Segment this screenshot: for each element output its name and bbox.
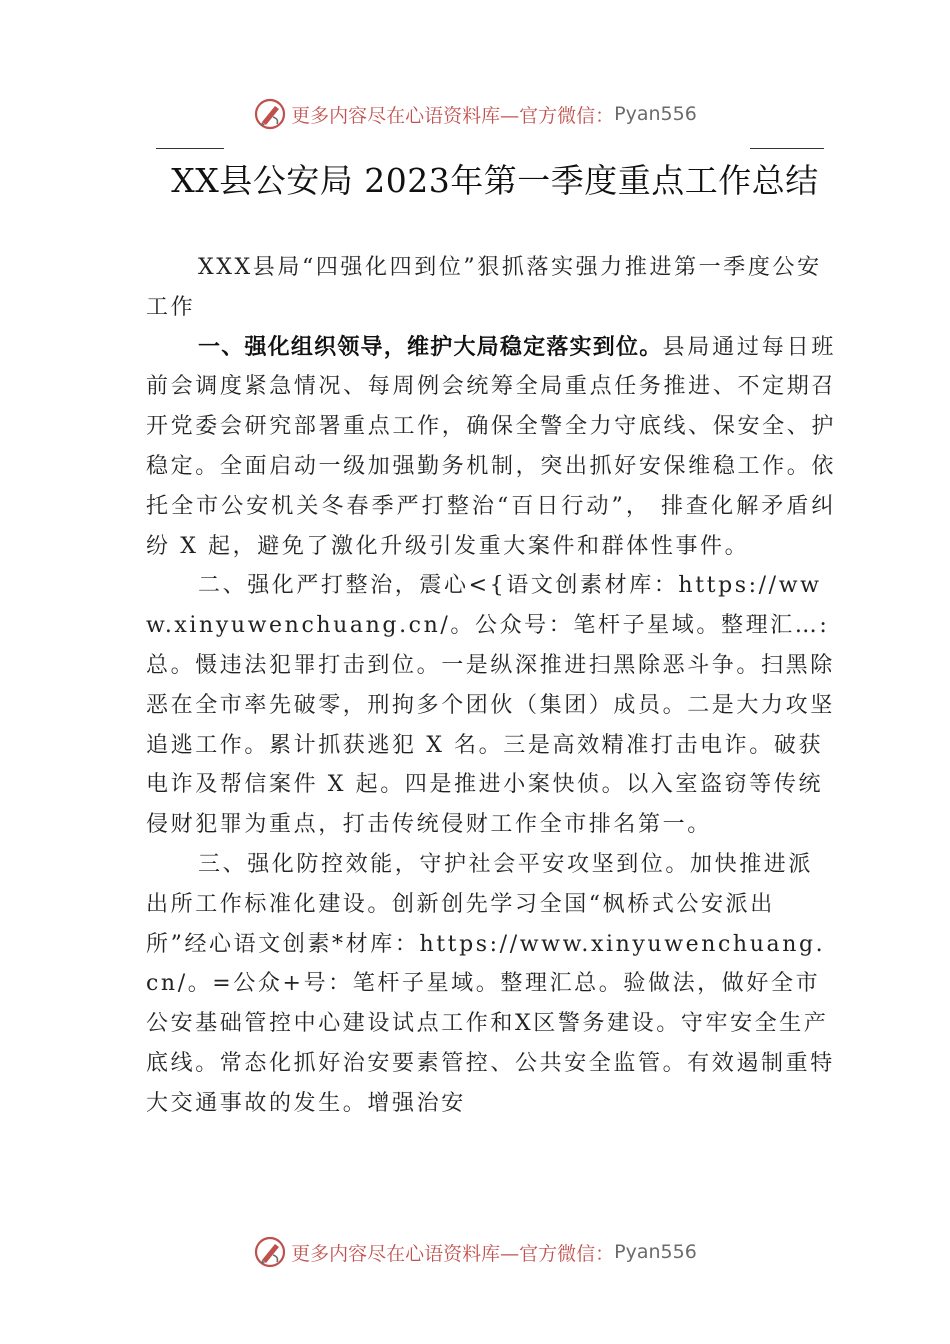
section-3 — [146, 845, 836, 1124]
title-rule-right — [750, 148, 824, 149]
document-subtitle: XXX县局“四强化四到位”狠抓落实强力推进第一季度公安工作 — [146, 255, 822, 320]
watermark-wechat-id: Pyan556 — [614, 103, 697, 125]
pen-logo-icon — [253, 97, 287, 131]
section-3-body: 三、强化防控效能，守护社会平安攻坚到位。加快推进派出所工作标准化建设。创新创先学习全国“枫桥式公安派出所”经心语文创素*材库：https://www.xinyuwenchuang.cn/。=公众+号：笔杆子星域。整理汇总。验做法，做好全市公安基础管控中心建设试点工作和X区警务建设。守牢安全生产底线。常态化抓好治安要素管控、公共安全监管。有效遏制重特大交通事故的发生。增强治安 — [146, 851, 835, 1116]
watermark-text: 更多内容尽在心语资料库—官方微信： — [291, 1242, 615, 1265]
section-2-body: 二、强化严打整治，震心<{语文创素材库：https://www.xinyuwenchuang.cn/。公众号：笔杆子星域。整理汇…:总。慑违法犯罪打击到位。一是纵深推进扫黑除恶斗争。扫黑除恶在全市率先破零，刑拘多个团伙（集团）成员。二是大力攻坚追逃工作。累计抓获逃犯 X 名。三是高效精准打击电诈。破获电诈及帮信案件 X 起。四是推进小案快侦。以入室盗窃等传统侵财犯罪为重点，打击传统侵财工作全市排名第一。 — [146, 573, 835, 838]
section-2 — [146, 566, 836, 845]
watermark-banner-bottom — [0, 1232, 950, 1272]
watermark-wechat-id: Pyan556 — [614, 1241, 697, 1263]
section-1-heading: 一、强化组织领导，维护大局稳定落实到位。 — [198, 334, 663, 360]
document-title: XX县公安局 2023年第一季度重点工作总结 — [171, 161, 819, 200]
pen-logo-icon — [253, 1235, 287, 1269]
section-1-body: 县局通过每日班前会调度紧急情况、每周例会统筹全局重点任务推进、不定期召开党委会研究部署重点工作，确保全警全力守底线、保安全、护稳定。全面启动一级加强勤务机制，突出抓好安保维稳工作。依托全市公安机关冬春季严打整治“百日行动”， 排查化解矛盾纠纷 X 起，避免了激化升级引发重大案件和群体性事件。 — [146, 334, 836, 559]
watermark-banner-top — [0, 94, 950, 134]
document-body — [146, 248, 836, 1124]
watermark-text: 更多内容尽在心语资料库—官方微信： — [291, 104, 615, 127]
section-1 — [146, 328, 836, 567]
title-rule-left — [156, 148, 224, 149]
